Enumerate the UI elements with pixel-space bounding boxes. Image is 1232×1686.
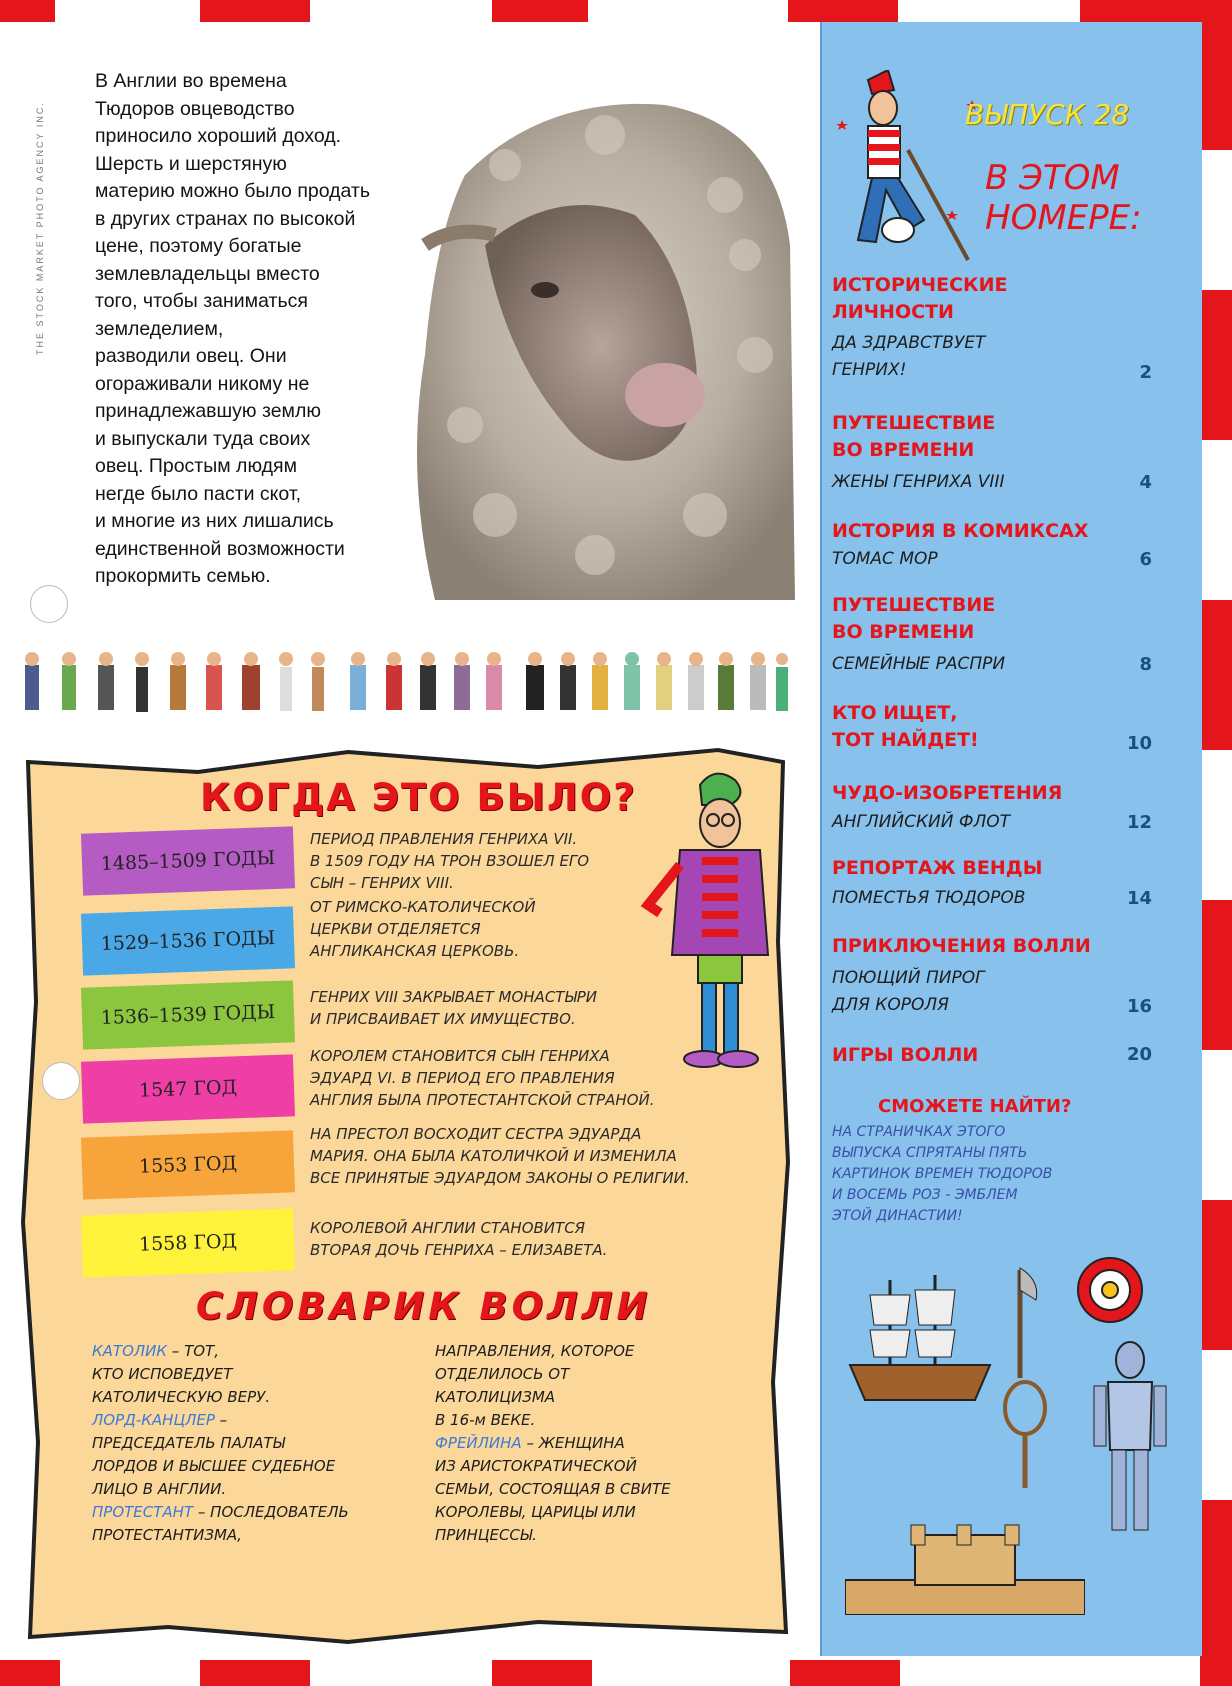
toc-page: 4 [1139,472,1152,493]
toc-page: 8 [1139,654,1152,675]
glossary-line [435,1455,765,1478]
toc-page: 20 [1126,1044,1152,1065]
toc-subtitle: ПОМЕСТЬЯ ТЮДОРОВ [832,888,1026,908]
glossary-line [435,1432,765,1455]
right-stripe-2 [1200,290,1232,440]
toc-subtitle: ТОМАС МОР [832,549,938,569]
glossary-line [92,1409,422,1432]
glossary-text: КАТОЛИЧЕСКУЮ ВЕРУ. [92,1388,271,1406]
glossary-title: СЛОВАРИК ВОЛЛИ [196,1285,652,1328]
right-stripe-6 [1200,1500,1232,1686]
issue-number: ВЫПУСК 28 [965,98,1130,131]
glossary-text: ПРИНЦЕССЫ. [435,1526,537,1544]
wally-walking-illustration [828,70,988,270]
glossary-right-column [435,1340,765,1547]
timeline-band: 1529–1536 ГОДЫ [81,906,295,975]
glossary-text: ЛИЦО В АНГЛИИ. [92,1480,227,1498]
right-stripe-3 [1200,600,1232,750]
glossary-term: КАТОЛИК [92,1342,168,1360]
toc-section[interactable]: ЧУДО-ИЗОБРЕТЕНИЯ [832,782,1063,804]
bottom-stripe-1 [0,1660,60,1686]
glossary-text: НАПРАВЛЕНИЯ, КОТОРОЕ [435,1342,635,1360]
sheep-photo [405,95,795,600]
glossary-text: ОТДЕЛИЛОСЬ ОТ [435,1365,570,1383]
axe-icon [1000,1260,1040,1380]
timeline-event: ПЕРИОД ПРАВЛЕНИЯ ГЕНРИХА VII. В 1509 ГОДУ НА ТРОН ВЗОШЕЛ ЕГО СЫН – ГЕНРИХ VIII. [310,830,590,892]
glossary-line [92,1432,422,1455]
glossary-text: – ЖЕНЩИНА [521,1434,625,1452]
glossary-line [92,1386,422,1409]
glossary-text: ПРЕДСЕДАТЕЛЬ ПАЛАТЫ [92,1434,285,1452]
timeline-band: 1536–1539 ГОДЫ [81,980,295,1049]
intro-paragraph: В Англии во времена Тюдоров овцеводство приносило хороший доход. Шерсть и шерстяную материю можно было продать в других странах по высокой цене, поэтому богатые землевладельцы вместо того, чтобы заниматься земледелием, разводили овец. Они огораживали никому не принадлежавшую землю и выпускали туда своих овец. Простым людям негде было пасти скот, и многие из них лишались единственной возможности прокормить семью. [95,70,371,587]
right-stripe-5 [1200,1200,1232,1350]
toc-section[interactable]: ИСТОРИЧЕСКИЕ ЛИЧНОСТИ [832,274,1008,323]
glossary-line [435,1340,765,1363]
historical-figures-row [20,645,790,725]
glossary-line [435,1478,765,1501]
punch-hole [30,585,68,623]
tennis-racket-icon [1000,1380,1050,1490]
timeline-event: ОТ РИМСКО-КАТОЛИЧЕСКОЙ ЦЕРКВИ ОТДЕЛЯЕТСЯ АНГЛИКАНСКАЯ ЦЕРКОВЬ. [310,898,536,960]
bottom-stripe-3 [492,1660,592,1686]
glossary-line [92,1501,422,1524]
timeline-event: ГЕНРИХ VIII ЗАКРЫВАЕТ МОНАСТЫРИ И ПРИСВАИВАЕТ ИХ ИМУЩЕСТВО. [310,988,597,1028]
top-stripe-1 [0,0,55,22]
glossary-line [92,1340,422,1363]
timeline-title: КОГДА ЭТО БЫЛО? [200,776,637,819]
glossary-line [92,1455,422,1478]
toc-section[interactable]: ИСТОРИЯ В КОМИКСАХ [832,520,1089,542]
glossary-text: ПРОТЕСТАНТИЗМА, [92,1526,242,1544]
timeline-event: КОРОЛЕМ СТАНОВИТСЯ СЫН ГЕНРИХА ЭДУАРД VI. В ПЕРИОД ЕГО ПРАВЛЕНИЯ АНГЛИЯ БЫЛА ПРОТЕСТАНТСКОЙ СТРАНОЙ. [310,1047,655,1109]
timeline-event: НА ПРЕСТОЛ ВОСХОДИТ СЕСТРА ЭДУАРДА МАРИЯ. ОНА БЫЛА КАТОЛИЧКОЙ И ИЗМЕНИЛА ВСЕ ПРИНЯТЫЕ ЭДУАРДОМ ЗАКОНЫ О РЕЛИГИИ. [310,1125,690,1187]
glossary-text: – ТОТ, [167,1342,219,1360]
glossary-line [92,1478,422,1501]
toc-section[interactable]: ПРИКЛЮЧЕНИЯ ВОЛЛИ [832,935,1091,957]
glossary-text: КТО ИСПОВЕДУЕТ [92,1365,233,1383]
find-title: СМОЖЕТЕ НАЙТИ? [878,1096,1072,1117]
timeline-band: 1485–1509 ГОДЫ [81,826,295,895]
top-stripe-2 [200,0,310,22]
punch-hole [42,1062,80,1100]
photo-credit [30,60,50,360]
tower-of-london-icon [845,1520,1085,1615]
glossary-term: ФРЕЙЛИНА [435,1434,522,1452]
glossary-line [435,1386,765,1409]
glossary-text: СЕМЬИ, СОСТОЯЩАЯ В СВИТЕ [435,1480,671,1498]
glossary-text: ЛОРДОВ И ВЫСШЕЕ СУДЕБНОЕ [92,1457,336,1475]
bottom-stripe-2 [200,1660,310,1686]
tudor-rose-icon [1075,1255,1145,1325]
glossary-line [92,1363,422,1386]
right-stripe-4 [1200,900,1232,1050]
toc-subtitle: ЖЕНЫ ГЕНРИХА VIII [832,472,1005,492]
timeline-event: КОРОЛЕВОЙ АНГЛИИ СТАНОВИТСЯ ВТОРАЯ ДОЧЬ ГЕНРИХА – ЕЛИЗАВЕТА. [310,1219,608,1259]
photo-credit-text: THE STOCK MARKET PHOTO AGENCY INC. [35,101,45,355]
toc-page: 10 [1126,733,1152,754]
glossary-text: В 16-м ВЕКЕ. [435,1411,536,1429]
bottom-stripe-4 [790,1660,900,1686]
glossary-term: ЛОРД-КАНЦЛЕР [92,1411,215,1429]
toc-page: 2 [1139,362,1152,383]
glossary-text: – [214,1411,228,1429]
toc-section[interactable]: ПУТЕШЕСТВИЕ ВО ВРЕМЕНИ [832,594,996,643]
glossary-line [92,1524,422,1547]
find-text: НА СТРАНИЧКАХ ЭТОГО ВЫПУСКА СПРЯТАНЫ ПЯТЬ КАРТИНОК ВРЕМЕН ТЮДОРОВ И ВОСЕМЬ РОЗ - ЭМБЛЕМ ЭТОЙ ДИНАСТИИ! [832,1124,1053,1224]
top-stripe-4 [788,0,898,22]
ship-icon [840,1265,1000,1415]
glossary-line [435,1501,765,1524]
glossary-text: КОРОЛЕВЫ, ЦАРИЦЫ ИЛИ [435,1503,636,1521]
glossary-text: ИЗ АРИСТОКРАТИЧЕСКОЙ [435,1457,637,1475]
timeline-band: 1547 ГОД [81,1054,295,1123]
toc-section[interactable]: ИГРЫ ВОЛЛИ [832,1044,979,1066]
glossary-term: ПРОТЕСТАНТ [92,1503,194,1521]
toc-section[interactable]: РЕПОРТАЖ ВЕНДЫ [832,857,1043,879]
toc-page: 12 [1126,812,1152,833]
glossary-line [435,1363,765,1386]
toc-subtitle: СЕМЕЙНЫЕ РАСПРИ [832,654,1006,674]
right-stripe-1 [1200,0,1232,150]
toc-subtitle: ДА ЗДРАВСТВУЕТ ГЕНРИХ! [832,333,986,380]
in-this-issue-heading: В ЭТОМ НОМЕРЕ: [985,158,1142,238]
glossary-line [435,1524,765,1547]
glossary-left-column [92,1340,422,1547]
timeline-band: 1558 ГОД [81,1208,295,1277]
wally-tudor-illustration [640,765,780,1075]
glossary-line [435,1409,765,1432]
toc-page: 16 [1126,996,1152,1017]
toc-subtitle: ПОЮЩИЙ ПИРОГ ДЛЯ КОРОЛЯ [832,968,985,1015]
toc-section[interactable]: ПУТЕШЕСТВИЕ ВО ВРЕМЕНИ [832,412,996,461]
toc-page: 14 [1126,888,1152,909]
knight-armor-icon [1090,1340,1170,1540]
glossary-text: КАТОЛИЦИЗМА [435,1388,556,1406]
toc-section[interactable]: КТО ИЩЕТ, ТОТ НАЙДЕТ! [832,702,979,751]
toc-page: 6 [1139,549,1152,570]
toc-subtitle: АНГЛИЙСКИЙ ФЛОТ [832,812,1011,832]
timeline-band: 1553 ГОД [81,1130,295,1199]
glossary-text: – ПОСЛЕДОВАТЕЛЬ [193,1503,349,1521]
top-stripe-3 [492,0,588,22]
